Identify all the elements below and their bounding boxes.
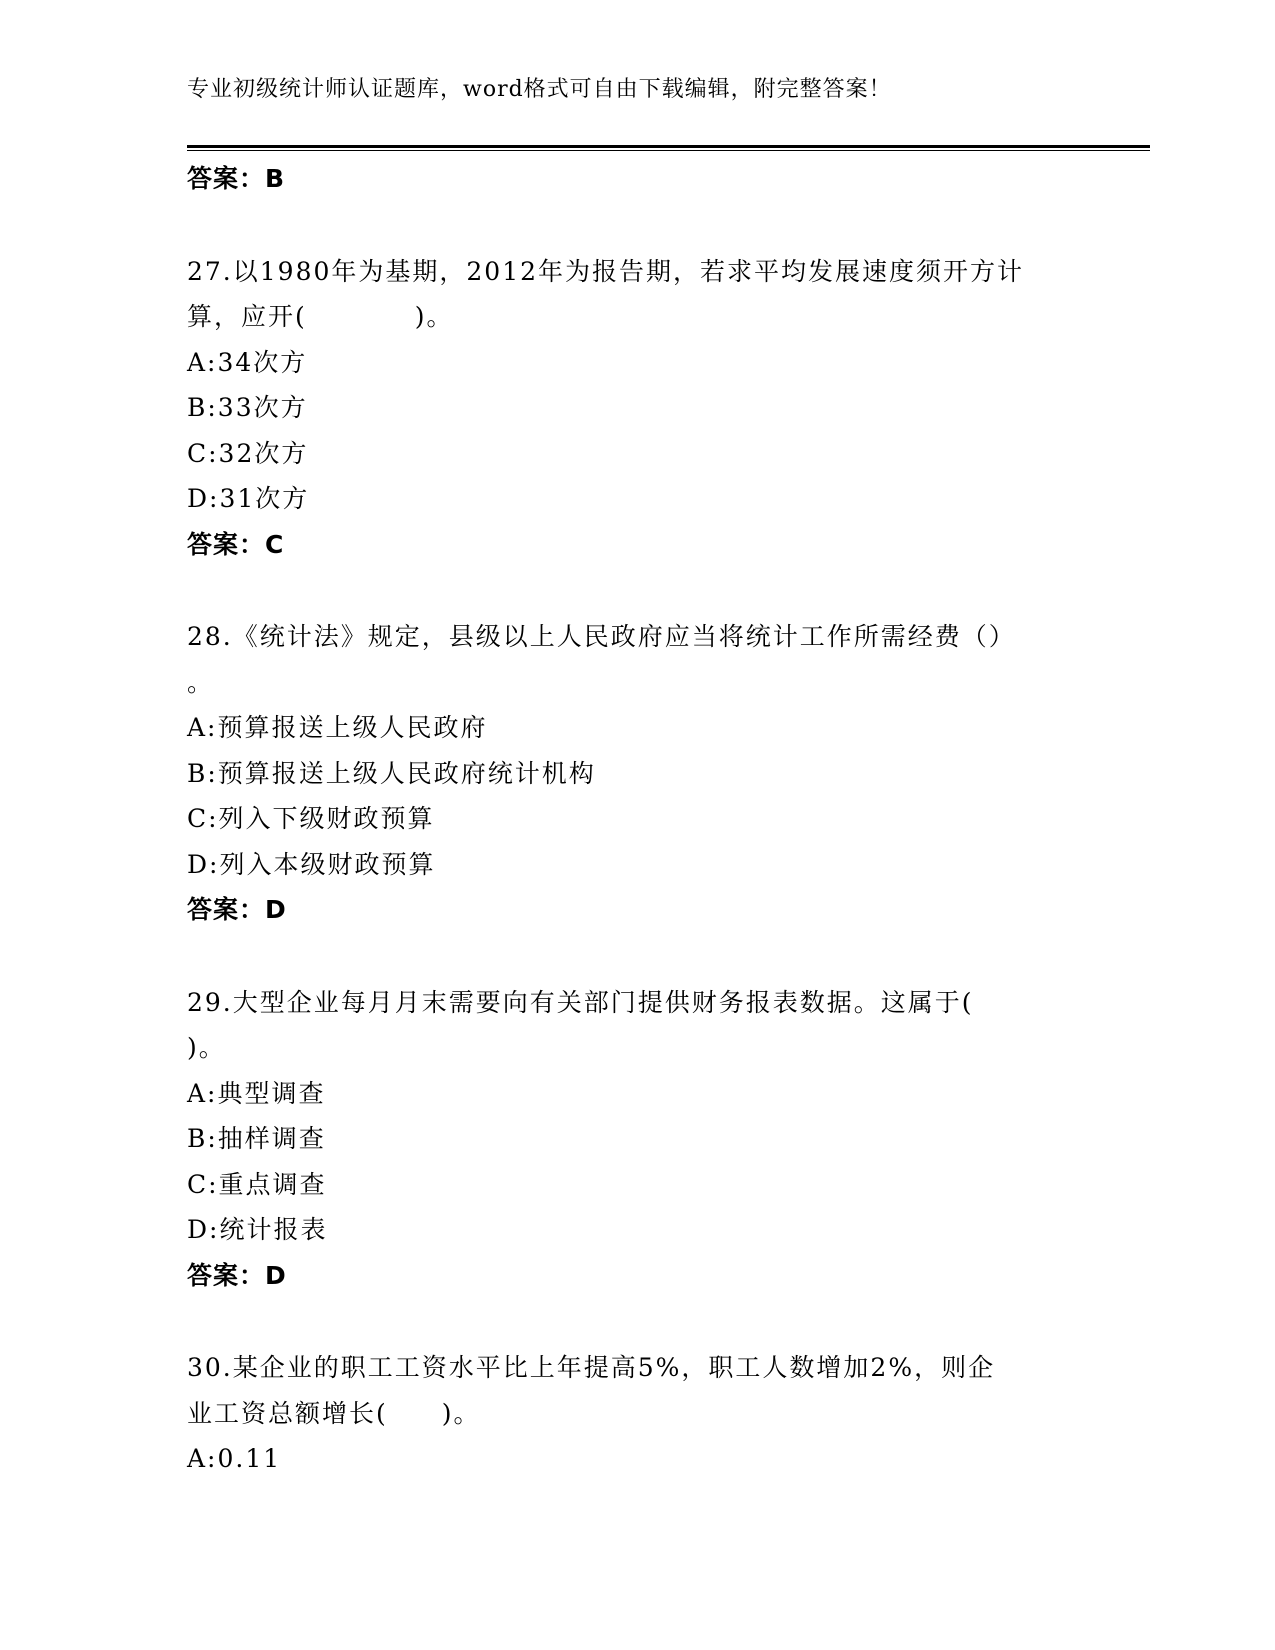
option-b: B:预算报送上级人民政府统计机构 (187, 758, 596, 788)
option-c: C:32次方 (187, 438, 309, 468)
option-b: B:抽样调查 (187, 1124, 326, 1153)
question-stem: 。 (187, 667, 215, 697)
option-d: D:列入本级财政预算 (187, 849, 436, 879)
question-stem: 27.以1980年为基期，2012年为报告期，若求平均发展速度须开方计 (187, 256, 1025, 286)
option-c: C:列入下级财政预算 (187, 804, 435, 833)
question-27 (187, 249, 1067, 568)
answer-line: 答案：D (187, 1260, 287, 1290)
option-d: D:31次方 (187, 484, 310, 513)
option-a: A:0.11 (187, 1444, 282, 1473)
question-list (187, 156, 1067, 1482)
question-29 (187, 980, 1067, 1299)
option-a: A:预算报送上级人民政府 (187, 713, 488, 742)
question-stem: 算，应开( )。 (187, 302, 454, 331)
option-a: A:34次方 (187, 347, 308, 377)
header-rule (187, 145, 1150, 151)
answer-line: 答案：D (187, 895, 287, 924)
answer-line: 答案：B (187, 164, 286, 193)
question-28 (187, 614, 1067, 933)
option-c: C:重点调查 (187, 1169, 327, 1199)
option-b: B:33次方 (187, 393, 308, 422)
option-a: A:典型调查 (187, 1078, 326, 1108)
question-stem: 业工资总额增长( )。 (187, 1398, 481, 1428)
question-30 (187, 1345, 1067, 1482)
page-header: 专业初级统计师认证题库，word格式可自由下载编辑，附完整答案！ (187, 77, 892, 102)
answer-line: 答案：C (187, 529, 285, 559)
question-stem: )。 (187, 1033, 226, 1062)
question-stem: 30.某企业的职工工资水平比上年提高5%，职工人数增加2%，则企 (187, 1353, 996, 1382)
option-d: D:统计报表 (187, 1215, 328, 1244)
question-stem: 28.《统计法》规定，县级以上人民政府应当将统计工作所需经费（） (187, 622, 1016, 651)
question-stem: 29.大型企业每月月末需要向有关部门提供财务报表数据。这属于( (187, 987, 974, 1017)
